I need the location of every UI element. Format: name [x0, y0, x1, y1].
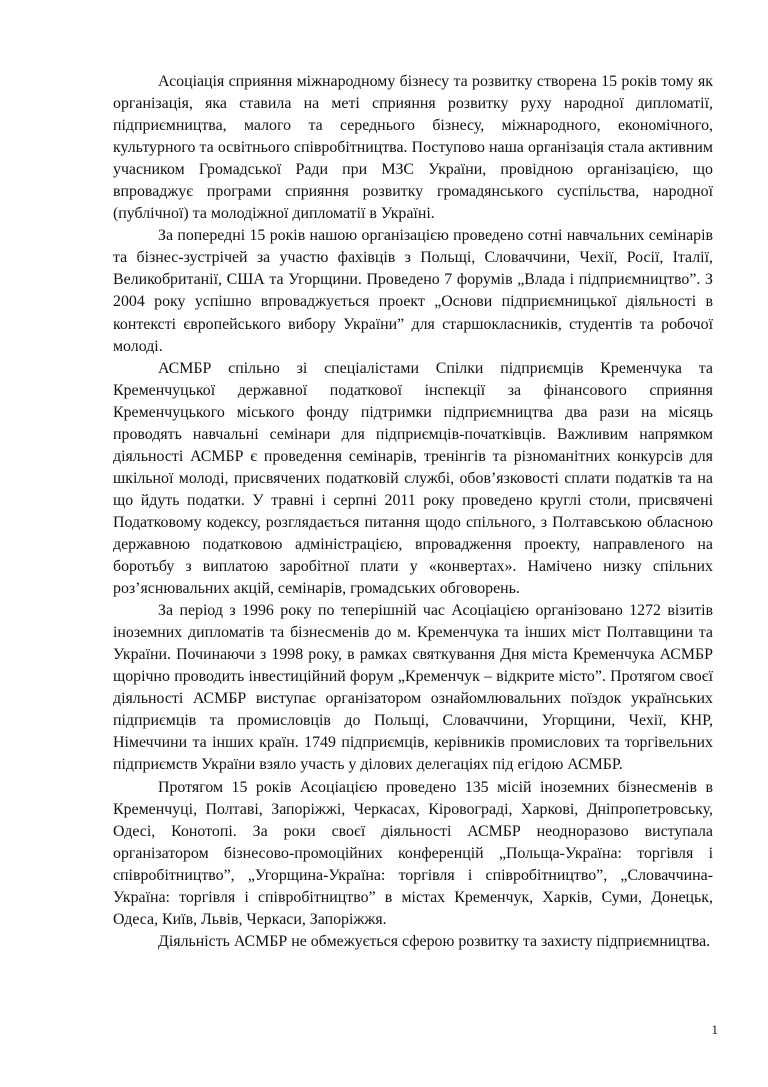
paragraph-cooperation: АСМБР спільно зі спеціалістами Спілки підприємців Кременчука та Кременчуцької державної податкової інспекції за фінансового сприяння Кременчуцького міського фонду підтримки підприємництва два рази на місяць проводять навчальні семінари для підприємців-початківців. Важливим напрямком діяльності АСМБР є проведення семінарів, тренінгів та різноманітних конкурсів для шкільної молоді, присвячених податковій службі, обов’язковості сплати податків та на що йдуть податки. У травні і серпні 2011 року проведено круглі столи, присвячені Податковому кодексу, розглядається питання щодо спільного, з Полтавською обласною державною податковою адміністрацією, впровадження проекту, направленого на боротьбу з виплатою заробітної плати у «конвертах». Намічено низку спільних роз’яснювальних акцій, семінарів, громадських обговорень. — [113, 359, 713, 598]
paragraph-founding: Асоціація сприяння міжнародному бізнесу та розвитку створена 15 років тому як організація, яка ставила на меті сприяння розвитку руху народної дипломатії, підприємництва, малого та середнього бізнесу, міжнародного, економічного, культурного та освітнього співробітництва. Поступово наша організація стала активним учасником Громадської Ради при МЗС України, провідною організацією, що впроваджує програми сприяння розвитку громадянського суспільства, народної (публічної) та молодіжної дипломатії в Україні. — [113, 73, 713, 223]
page-number: 1 — [711, 1022, 718, 1037]
paragraph-seminars: За попередні 15 років нашою організацією проведено сотні навчальних семінарів та бізнес-зустрічей за участю фахівців з Польщі, Словаччини, Чехії, Росії, Італії, Великобританії, США та Угорщини. Проведено 7 форумів „Влада і підприємництво”. З 2004 року успішно впроваджується проект „Основи підприємницької діяльності в контексті європейського вибору України” для старшокласників, студентів та робочої молоді. — [113, 227, 713, 355]
document-body — [113, 71, 713, 953]
paragraph-activities: Діяльність АСМБР не обмежується сферою розвитку та захисту підприємництва. — [158, 932, 711, 950]
paragraph-visits: За період з 1996 року по теперішній час Асоціацією організовано 1272 візитів іноземних дипломатів та бізнесменів до м. Кременчука та інших міст Полтавщини та України. Починаючи з 1998 року, в рамках святкування Дня міста Кременчука АСМБР щорічно проводить інвестиційний форум „Кременчук – відкрите місто”. Протягом своєї діяльності АСМБР виступає організатором ознайомлювальних поїздок українських підприємців та промисловців до Польщі, Словаччини, Угорщини, Чехії, КНР, Німеччини та інших країн. 1749 підприємців, керівників промислових та торгівельних підприємств України взяло участь у ділових делегаціях під егідою АСМБР. — [113, 602, 713, 774]
paragraph-missions: Протягом 15 років Асоціацією проведено 135 місій іноземних бізнесменів в Кременчуці, Полтаві, Запоріжжі, Черкасах, Кіровограді, Харкові, Дніпропетровську, Одесі, Конотопі. За роки своєї діяльності АСМБР неодноразово виступала організатором бізнесово-промоційних конференцій „Польща-Україна: торгівля і співробітництво”, „Угорщина-Україна: торгівля і співробітництво”, „Словаччина-Україна: торгівля і співробітництво” в містах Кременчук, Харків, Суми, Донецьк, Одеса, Київ, Львів, Черкаси, Запоріжжя. — [113, 778, 713, 928]
